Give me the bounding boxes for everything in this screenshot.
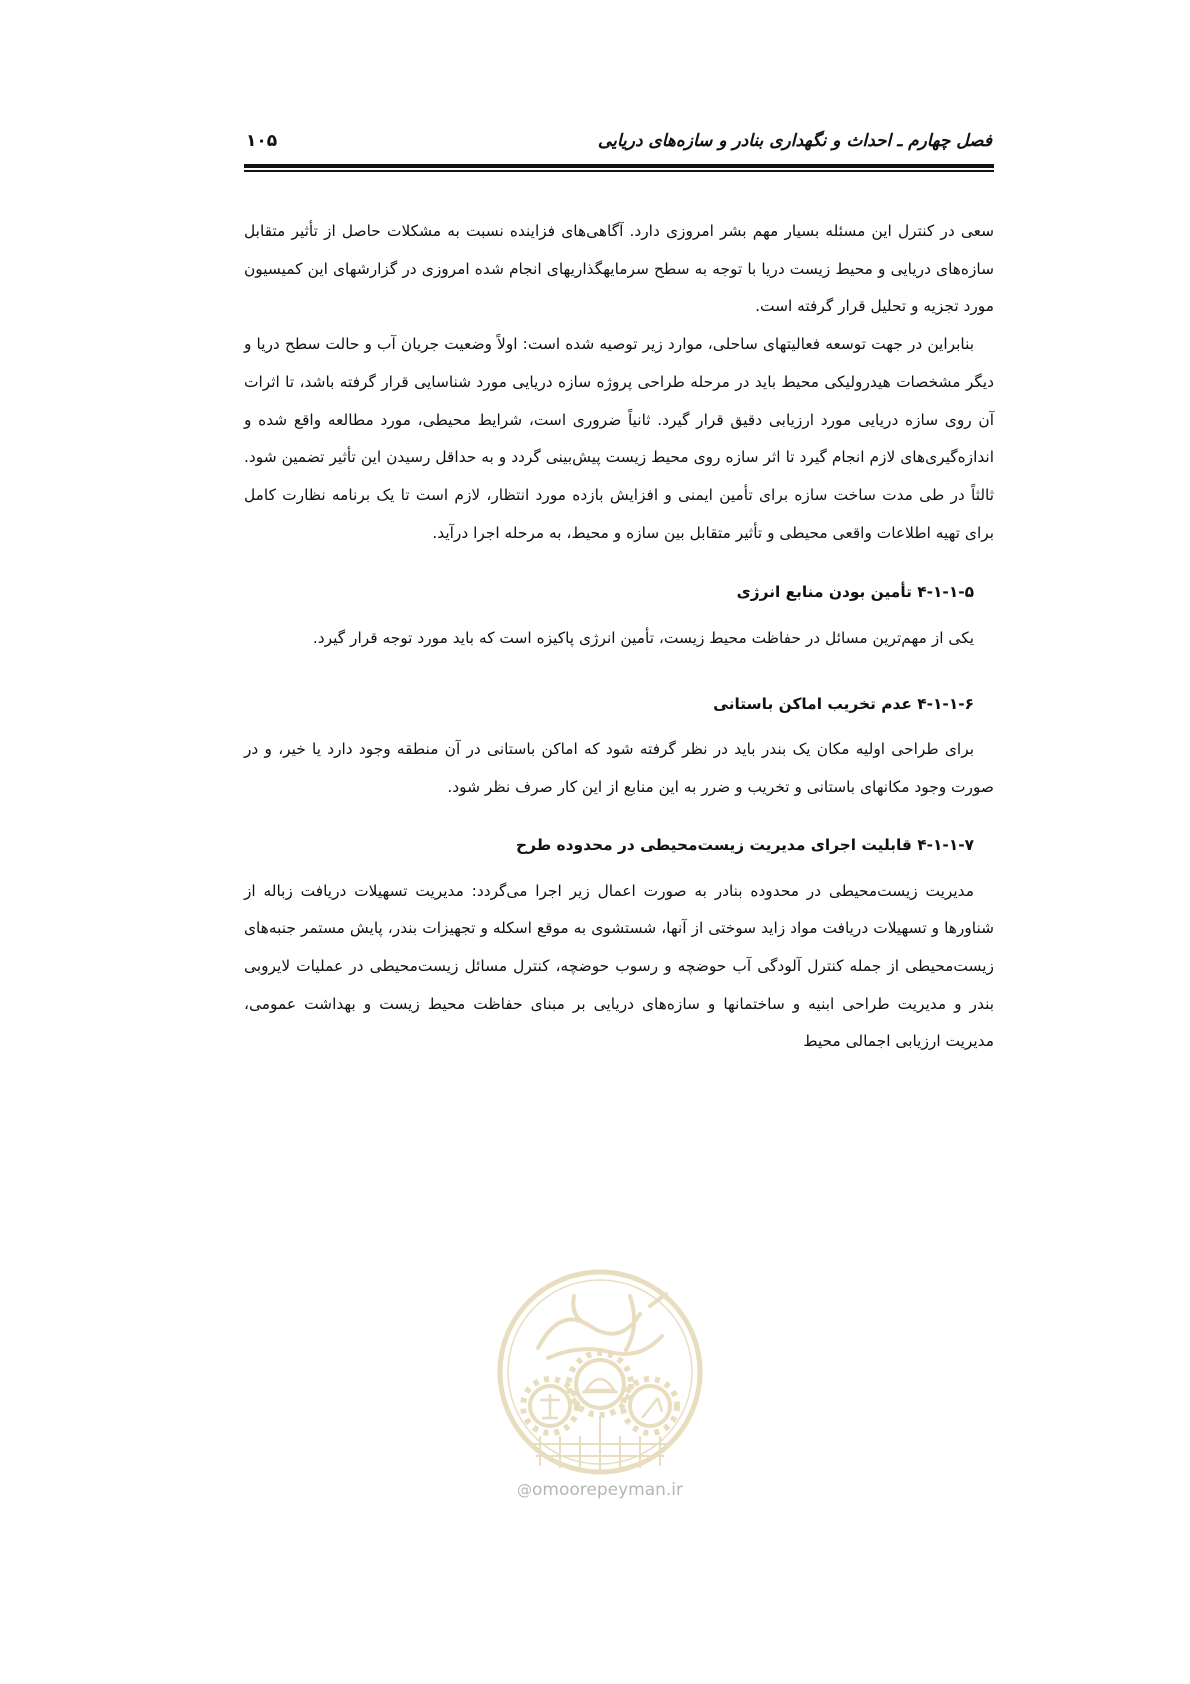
logo-emblem-icon	[490, 1266, 710, 1478]
paragraph: برای طراحی اولیه مکان یک بندر باید در نظر گرفته شود که اماکن باستانی در آن منطقه وجود دارد یا خیر، و در صورت وجود مکانهای باستانی و تخریب و ضرر به این منابع از این کار صرف نظر شود.	[244, 740, 994, 797]
at-icon: @	[516, 1481, 532, 1499]
watermark-url-text: omoorepeyman.ir	[531, 1480, 684, 1500]
section-heading: ۴-۱-۱-۶ عدم تخریب اماکن باستانی	[713, 694, 974, 713]
running-header	[246, 126, 992, 160]
paragraph: یکی از مهم‌ترین مسائل در حفاظت محیط زیست، تأمین انرژی پاکیزه است که باید مورد توجه قرار گیرد.	[312, 629, 974, 648]
header-rule-thick	[244, 164, 994, 168]
body-text	[244, 213, 994, 1061]
section-heading: ۴-۱-۱-۵ تأمین بودن منابع انرژی	[736, 583, 974, 602]
paragraph: مدیریت زیست‌محیطی در محدوده بنادر به صورت اعمال زیر اجرا می‌گردد: مدیریت تسهیلات دریافت زباله از شناورها و تسهیلات دریافت مواد زاید سوختی از آنها، شستشوی به موقع اسکله و تجهیزات بندر، پایش مستمر جنبه‌های زیست‌محیطی از جمله کنترل آلودگی آب حوضچه و رسوب حوضچه، کنترل مسائل زیست‌محیطی در عملیات لایروبی بندر و مدیریت طراحی ابنیه و ساختمانها و سازه‌های دریایی بر مبنای حفاظت محیط زیست و بهداشت عمومی، مدیریت ارزیابی اجمالی محیط	[244, 881, 994, 1051]
page-number: ۱۰۵	[246, 131, 278, 151]
section-heading: ۴-۱-۱-۷ قابلیت اجرای مدیریت زیست‌محیطی در محدوده طرح	[516, 835, 974, 854]
paragraph: بنابراین در جهت توسعه فعالیتهای ساحلی، موارد زیر توصیه شده است: اولاً وضعیت جریان آب و حالت سطح دریا و دیگر مشخصات هیدرولیکی محیط باید در مرحله طراحی پروژه سازه دریایی مورد شناسایی قرار گرفته باشد، تا اثرات آن روی سازه دریایی مورد ارزیابی دقیق قرار گیرد. ثانیاً ضروری است، شرایط محیطی، مورد مطالعه واقع شده و اندازه‌گیری‌های لازم انجام گیرد تا اثر سازه روی محیط زیست پیش‌بینی گردد و به حداقل رسیدن این تأثیر تضمین شود. ثالثاً در طی مدت ساخت سازه برای تأمین ایمنی و افزایش بازده مورد انتظار، لازم است تا یک برنامه نظارت کامل برای تهیه اطلاعات واقعی محیطی و تأثیر متقابل بین سازه و محیط، به مرحله اجرا درآید.	[244, 335, 994, 542]
header-rule-thin	[244, 170, 994, 172]
watermark-logo	[490, 1266, 710, 1478]
chapter-title: فصل چهارم ـ احداث و نگهداری بنادر و سازه‌های دریایی	[597, 131, 992, 151]
watermark-url	[480, 1480, 720, 1500]
paragraph: سعی در کنترل این مسئله بسیار مهم بشر امروزی دارد. آگاهی‌های فزاینده نسبت به مشکلات حاصل از تأثیر متقابل سازه‌های دریایی و محیط زیست دریا با توجه به سطح سرمایهگذاریهای انجام شده امروزی در گزارشهای این کمیسیون مورد تجزیه و تحلیل قرار گرفته است.	[244, 222, 994, 316]
